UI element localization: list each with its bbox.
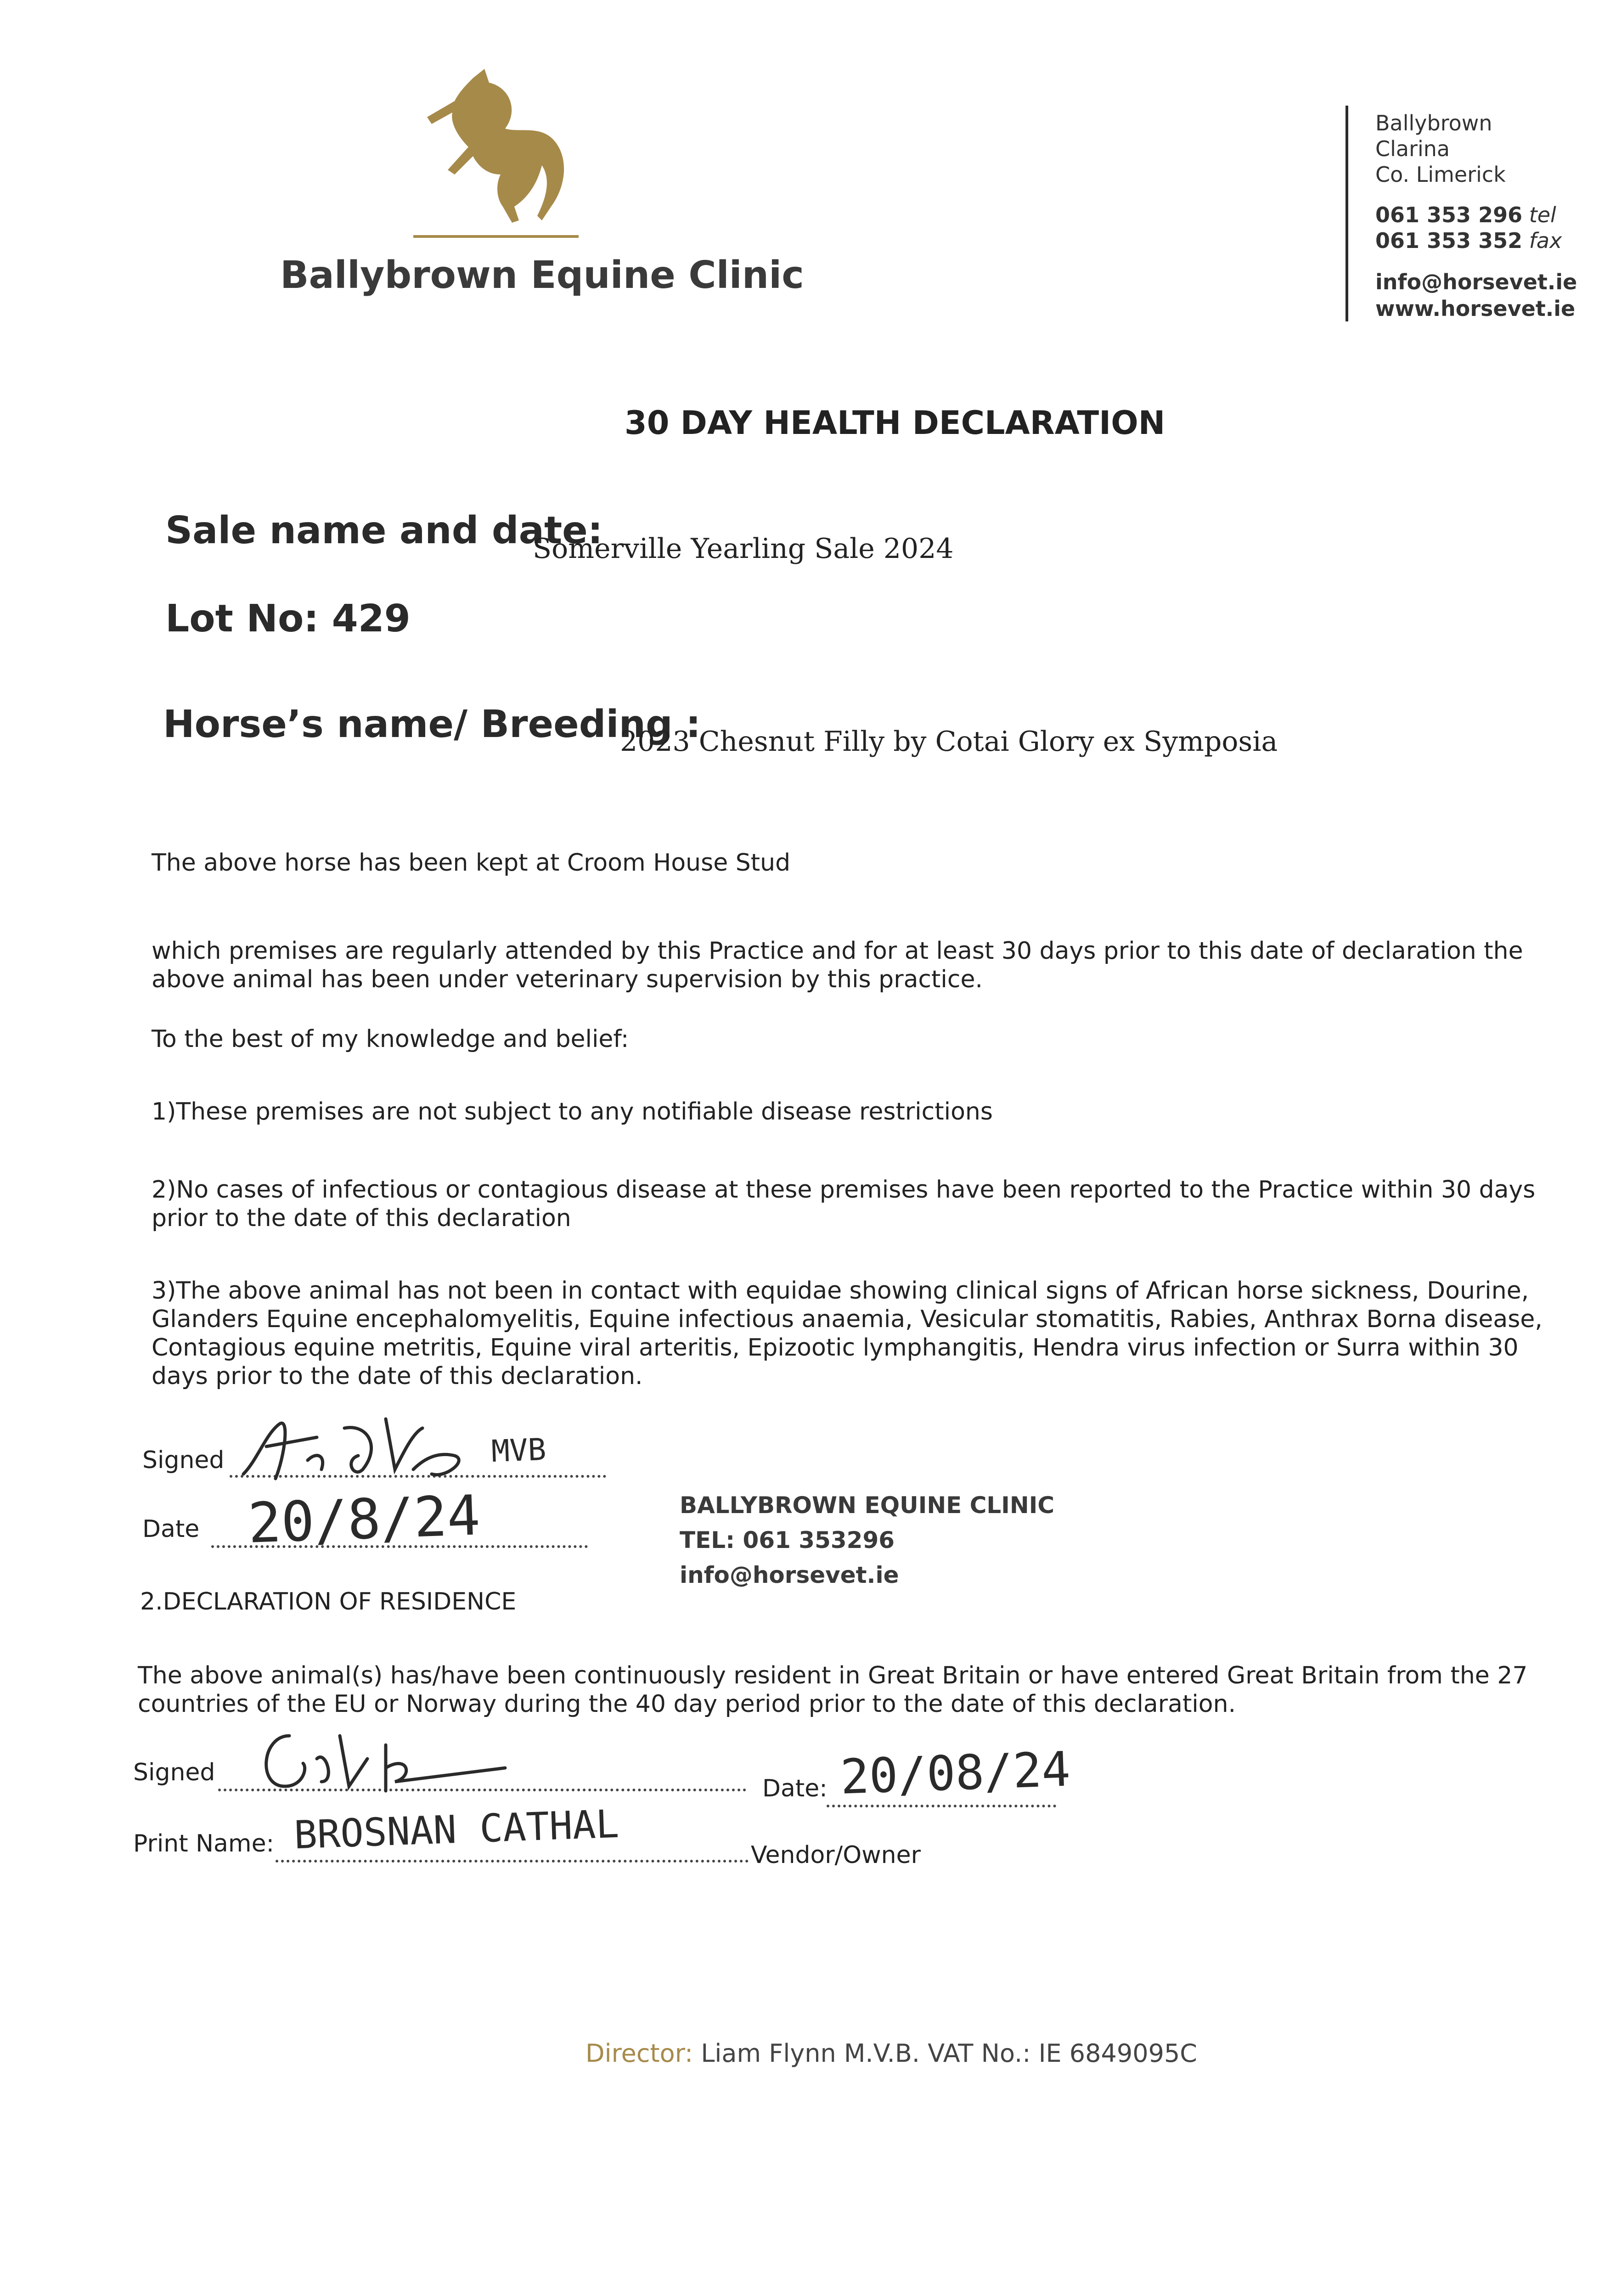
residence-text-line-1: The above animal(s) has/have been continuously resident in Great Britain or have entered Great Britain from the 27	[138, 1662, 1528, 1689]
owner-signed-label: Signed	[133, 1759, 215, 1786]
point-3-line-3: Contagious equine metritis, Equine viral arteritis, Epizootic lymphangitis, Hendra virus infection or Surra within 30	[152, 1334, 1519, 1362]
address-divider	[1345, 106, 1348, 321]
website-address: www.horsevet.ie	[1375, 296, 1576, 321]
owner-signature-scribble	[248, 1717, 533, 1800]
point-3-line-2: Glanders Equine encephalomyelitis, Equine infectious anaemia, Vesicular stomatitis, Rabies, Anthrax Borna disease,	[152, 1306, 1542, 1333]
sale-value: Somerville Yearling Sale 2024	[533, 533, 954, 565]
lot-number: Lot No: 429	[165, 597, 411, 641]
vet-date-label: Date	[142, 1515, 200, 1543]
address-line-1: Ballybrown	[1375, 111, 1492, 135]
point-3-line-1: 3)The above animal has not been in contact with equidae showing clinical signs of African horse sickness, Dourine,	[152, 1277, 1529, 1305]
print-name-value: BROSNAN CATHAL	[293, 1801, 620, 1858]
vet-signed-label: Signed	[142, 1446, 225, 1474]
horse-label: Horse’s name/ Breeding :	[163, 703, 701, 746]
premises-text-line-2: above animal has been under veterinary supervision by this practice.	[152, 966, 983, 993]
vet-signature-scribble	[239, 1405, 496, 1492]
point-1-text: 1)These premises are not subject to any notifiable disease restrictions	[152, 1098, 993, 1125]
address-line-3: Co. Limerick	[1375, 162, 1506, 187]
stamp-line-1: BALLYBROWN EQUINE CLINIC	[680, 1492, 1055, 1519]
email-line	[1375, 269, 1577, 295]
fax-suffix: fax	[1529, 228, 1562, 253]
owner-date-value: 20/08/24	[839, 1741, 1071, 1805]
clinic-stamp	[680, 1488, 1054, 1593]
stamp-line-2: TEL: 061 353296	[680, 1527, 895, 1553]
premises-text-line-1: which premises are regularly attended by this Practice and for at least 30 days prior to this date of declaration the	[152, 937, 1523, 965]
clinic-name: Ballybrown Equine Clinic	[280, 253, 804, 297]
rearing-horse-logo-icon	[404, 69, 588, 243]
website-line	[1375, 296, 1575, 321]
fax-number: 061 353 352	[1375, 228, 1523, 253]
vendor-owner-label: Vendor/Owner	[751, 1841, 921, 1869]
director-text: Liam Flynn M.V.B. VAT No.: IE 6849095C	[701, 2039, 1198, 2068]
print-name-label: Print Name:	[133, 1830, 275, 1857]
email-address: info@horsevet.ie	[1375, 270, 1577, 294]
kept-at-text: The above horse has been kept at Croom House Stud	[152, 849, 791, 877]
point-2-line-2: prior to the date of this declaration	[152, 1204, 571, 1232]
address-line-2: Clarina	[1375, 136, 1450, 161]
owner-date-line	[827, 1805, 1056, 1807]
footer-director	[585, 2039, 1197, 2068]
sale-label: Sale name and date:	[165, 509, 603, 552]
stamp-line-3: info@horsevet.ie	[680, 1562, 899, 1588]
residence-heading: 2.DECLARATION OF RESIDENCE	[140, 1588, 517, 1615]
fax-line	[1375, 228, 1562, 253]
point-2-line-1: 2)No cases of infectious or contagious disease at these premises have been reported to the Practice within 30 days	[152, 1176, 1536, 1204]
horse-value: 2023 Chesnut Filly by Cotai Glory ex Symposia	[620, 726, 1278, 758]
print-name-line	[276, 1860, 749, 1863]
document-title: 30 DAY HEALTH DECLARATION	[625, 404, 1165, 442]
belief-text: To the best of my knowledge and belief:	[152, 1025, 629, 1053]
phone-number: 061 353 296	[1375, 203, 1523, 227]
point-3-line-4: days prior to the date of this declaration.	[152, 1362, 643, 1390]
vet-signature-suffix: MVB	[490, 1431, 547, 1469]
director-label: Director:	[585, 2039, 693, 2068]
owner-date-label: Date:	[762, 1775, 828, 1802]
phone-line	[1375, 202, 1556, 228]
phone-suffix: tel	[1529, 203, 1556, 227]
vet-date-value: 20/8/24	[247, 1484, 482, 1556]
residence-text-line-2: countries of the EU or Norway during the 40 day period prior to the date of this declaration.	[138, 1690, 1236, 1718]
